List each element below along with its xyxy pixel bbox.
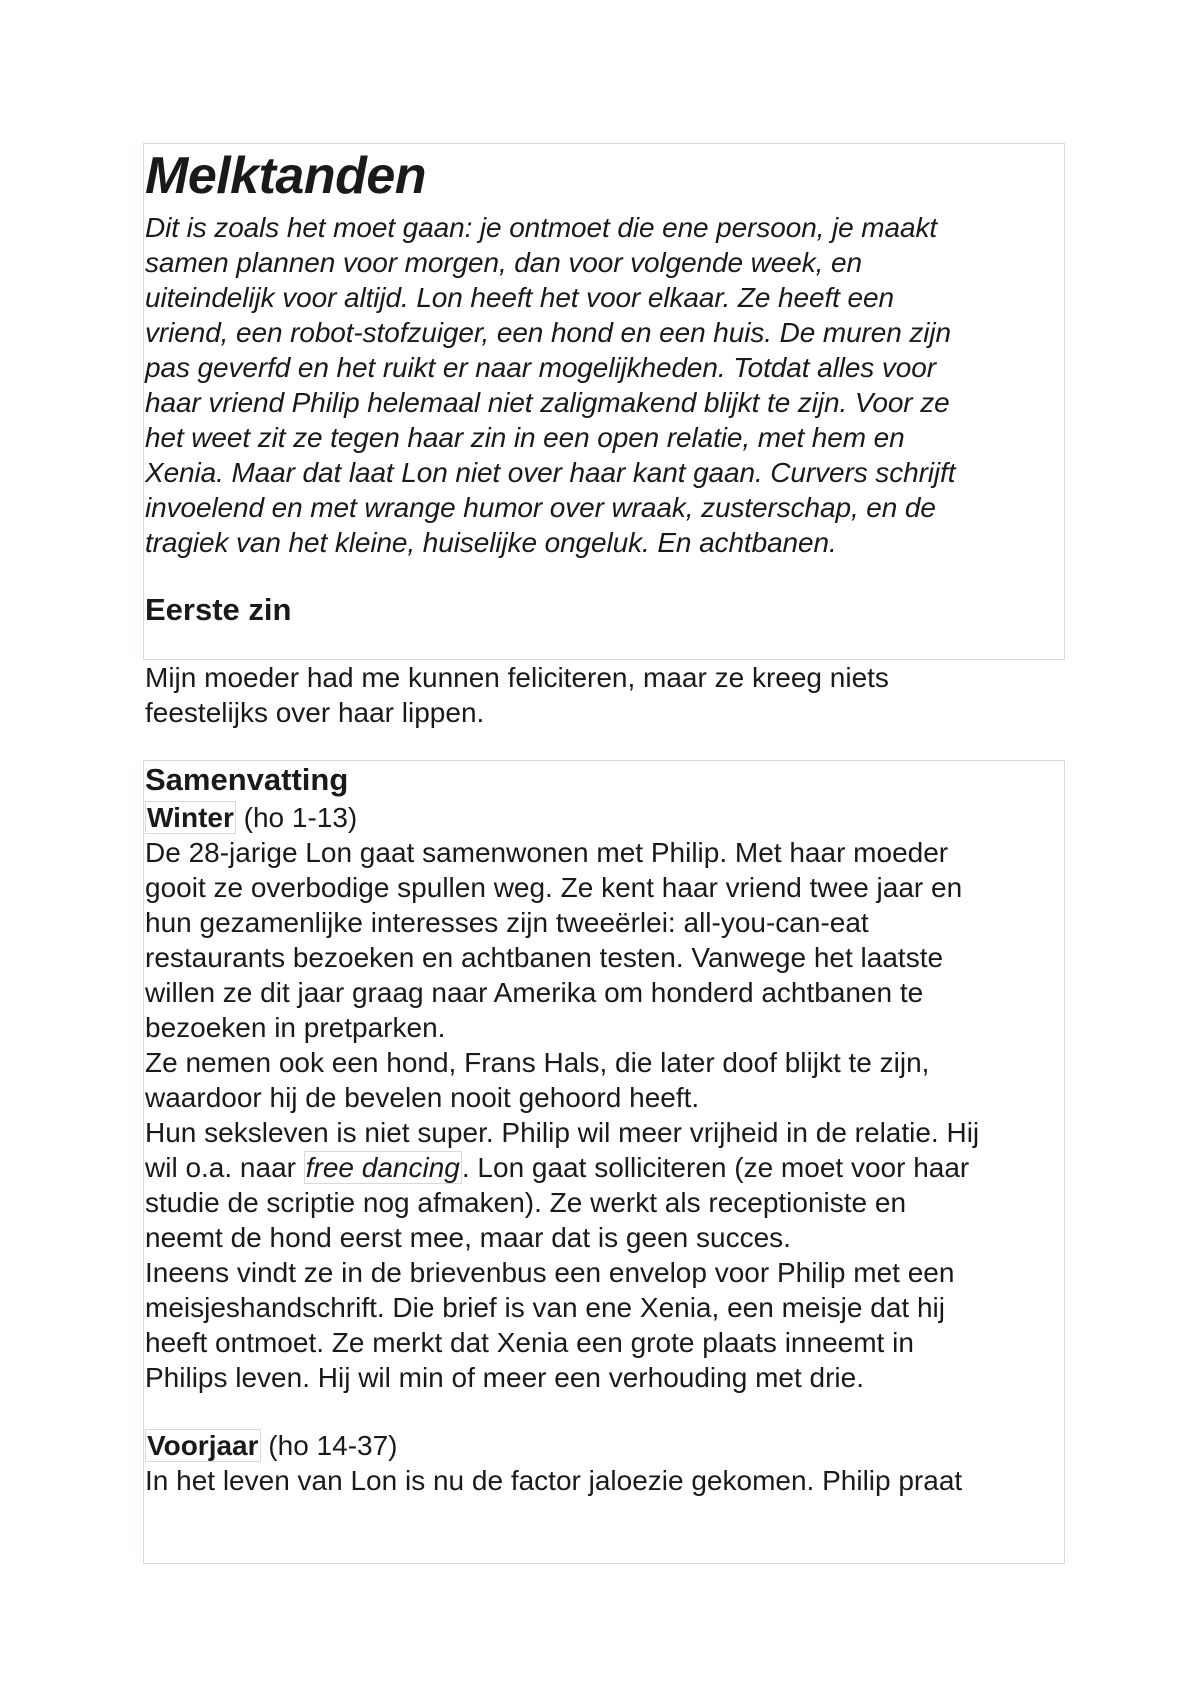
blurb-line: invoelend en met wrange humor over wraak, zusterschap, en de [145, 492, 936, 523]
winter-line: heeft ontmoet. Ze merkt dat Xenia een grote plaats inneemt in [145, 1327, 914, 1358]
winter-line: gooit ze overbodige spullen weg. Ze kent haar vriend twee jaar en [145, 872, 963, 903]
winter-line: neemt de hond eerst mee, maar dat is geen succes. [145, 1222, 791, 1253]
summary-heading: Samenvatting [145, 762, 349, 797]
book-blurb [145, 210, 1063, 560]
blurb-line: samen plannen voor morgen, dan voor volgende week, en [145, 247, 862, 278]
blurb-line: tragiek van het kleine, huiselijke ongeluk. En achtbanen. [145, 527, 837, 558]
winter-line-pre: wil o.a. naar [145, 1152, 304, 1183]
winter-line: bezoeken in pretparken. [145, 1012, 446, 1043]
winter-line: Ze nemen ook een hond, Frans Hals, die later doof blijkt te zijn, [145, 1047, 930, 1078]
winter-line: hun gezamenlijke interesses zijn tweeërlei: all-you-can-eat [145, 907, 869, 938]
voorjaar-paragraph [145, 1463, 1065, 1498]
winter-line: restaurants bezoeken en achtbanen testen. Vanwege het laatste [145, 942, 944, 973]
first-sentence-heading: Eerste zin [145, 592, 292, 627]
blurb-line: haar vriend Philip helemaal niet zaligmakend blijkt te zijn. Voor ze [145, 387, 950, 418]
winter-line: De 28-jarige Lon gaat samenwonen met Philip. Met haar moeder [145, 837, 949, 868]
blurb-line: Dit is zoals het moet gaan: je ontmoet die ene persoon, je maakt [145, 212, 938, 243]
winter-line: willen ze dit jaar graag naar Amerika om honderd achtbanen te [145, 977, 924, 1008]
winter-line: Hun seksleven is niet super. Philip wil meer vrijheid in de relatie. Hij [145, 1117, 980, 1148]
winter-line: waardoor hij de bevelen nooit gehoord heeft. [145, 1082, 700, 1113]
first-sentence-text [145, 660, 1063, 730]
free-dancing-term: free dancing [305, 1152, 460, 1183]
blurb-line: vriend, een robot-stofzuiger, een hond en een huis. De muren zijn [145, 317, 952, 348]
first-sentence-line: feestelijks over haar lippen. [145, 697, 485, 728]
voorjaar-label: Voorjaar [147, 1430, 259, 1461]
first-sentence-line: Mijn moeder had me kunnen feliciteren, maar ze kreeg niets [145, 662, 889, 693]
winter-range: (ho 1-13) [235, 802, 358, 833]
winter-line: Philips leven. Hij wil min of meer een verhouding met drie. [145, 1362, 864, 1393]
blurb-line: het weet zit ze tegen haar zin in een open relatie, met hem en [145, 422, 905, 453]
blurb-line: Xenia. Maar dat laat Lon niet over haar kant gaan. Curvers schrijft [145, 457, 956, 488]
blurb-line: pas geverfd en het ruikt er naar mogelijkheden. Totdat alles voor [145, 352, 936, 383]
winter-line: studie de scriptie nog afmaken). Ze werkt als receptioniste en [145, 1187, 907, 1218]
voorjaar-line: In het leven van Lon is nu de factor jaloezie gekomen. Philip praat [145, 1465, 963, 1496]
winter-label: Winter [147, 802, 234, 833]
winter-paragraph [145, 835, 1065, 1395]
winter-section-label [145, 800, 357, 835]
voorjaar-section-label [145, 1428, 398, 1463]
voorjaar-range: (ho 14-37) [260, 1430, 398, 1461]
winter-line-post: . Lon gaat solliciteren (ze moet voor haar [461, 1152, 970, 1183]
book-title: Melktanden [145, 147, 427, 205]
blurb-line: uiteindelijk voor altijd. Lon heeft het voor elkaar. Ze heeft een [145, 282, 894, 313]
winter-line: Ineens vindt ze in de brievenbus een envelop voor Philip met een [145, 1257, 955, 1288]
winter-line: meisjeshandschrift. Die brief is van ene Xenia, een meisje dat hij [145, 1292, 945, 1323]
